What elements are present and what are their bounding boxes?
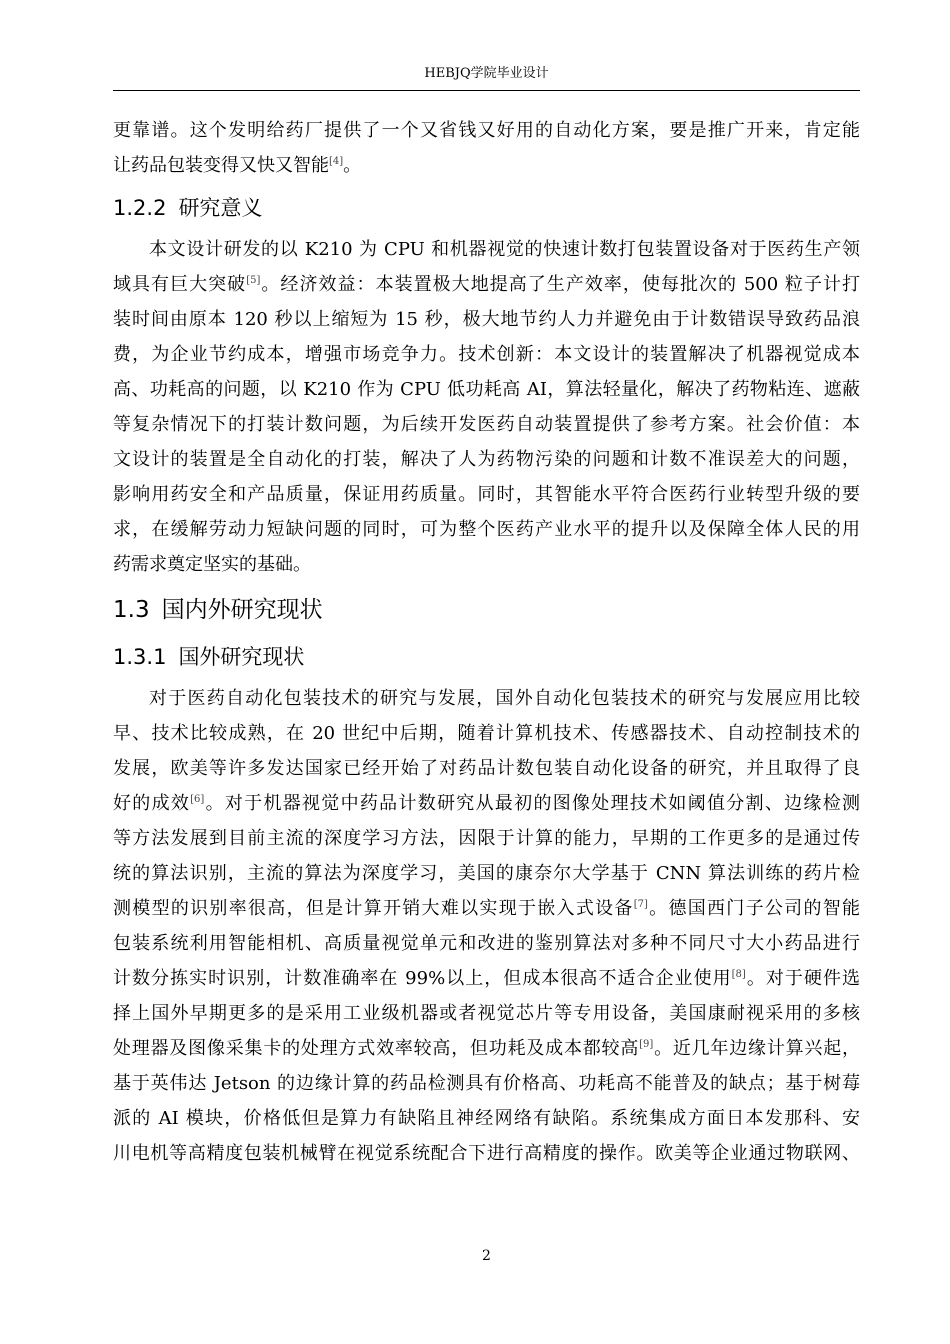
- text-line: [113, 786, 860, 821]
- text-line: [113, 926, 860, 961]
- text-line: [113, 821, 860, 856]
- text-line: [113, 891, 860, 926]
- text-run: 统的算法识别，主流的算法为深度学习，美国的康奈尔大学基于 CNN 算法训练的药片检: [113, 863, 860, 884]
- text-run: 文设计的装置是全自动化的打装，解决了人为药物污染的问题和计数不准误差大的问题，: [113, 449, 860, 470]
- text-line: [113, 442, 860, 477]
- text-run: 高、功耗高的问题，以 K210 作为 CPU 低功耗高 AI，算法轻量化，解决了药物粘连、遮蔽: [113, 379, 860, 400]
- text-run: 装时间由原本 120 秒以上缩短为 15 秒，极大地节约人力并避免由于计数错误导致药品浪: [113, 309, 860, 330]
- text-line: [113, 407, 860, 442]
- section-heading: [113, 588, 860, 632]
- text-run: 川电机等高精度包装机械臂在视觉系统配合下进行高精度的操作。欧美等企业通过物联网、: [113, 1143, 860, 1164]
- citation-superscript: [4]: [329, 156, 344, 167]
- text-line: [113, 148, 860, 183]
- heading-number: 1.3: [113, 597, 150, 623]
- text-line: [113, 716, 860, 751]
- text-run: 包装系统利用智能相机、高质量视觉单元和改进的鉴别算法对多种不同尺寸大小药品进行: [113, 933, 860, 954]
- text-line: [113, 1031, 860, 1066]
- heading-title: 研究意义: [178, 196, 263, 220]
- text-line: [113, 751, 860, 786]
- text-run: 影响用药安全和产品质量，保证用药质量。同时，其智能水平符合医药行业转型升级的要: [113, 484, 860, 505]
- text-line: [113, 512, 860, 547]
- text-run: 。: [343, 155, 362, 176]
- text-line: [113, 113, 860, 148]
- citation-superscript: [5]: [246, 275, 261, 286]
- text-line: [113, 372, 860, 407]
- citation-superscript: [9]: [639, 1039, 654, 1050]
- text-run: 。经济效益：本装置极大地提高了生产效率，使每批次的 500 粒子计打: [260, 274, 860, 295]
- text-run: 。德国西门子公司的智能: [647, 898, 860, 919]
- text-line: [113, 1101, 860, 1136]
- text-run: 等复杂情况下的打装计数问题，为后续开发医药自动装置提供了参考方案。社会价值：本: [113, 414, 860, 435]
- text-run: 好的成效: [113, 793, 191, 814]
- citation-superscript: [8]: [731, 969, 746, 980]
- page-number: 2: [482, 1248, 491, 1264]
- text-run: 本文设计研发的以 K210 为 CPU 和机器视觉的快速计数打包装置设备对于医药生产领: [149, 239, 860, 260]
- text-run: 基于英伟达 Jetson 的边缘计算的药品检测具有价格高、功耗高不能普及的缺点；基于树莓: [113, 1073, 860, 1094]
- page-header: HEBJQ学院毕业设计: [113, 64, 860, 91]
- text-run: 。对于机器视觉中药品计数研究从最初的图像处理技术如阈值分割、边缘检测: [204, 793, 860, 814]
- text-line: [113, 681, 860, 716]
- text-run: 。近几年边缘计算兴起，: [653, 1038, 860, 1059]
- text-run: 择上国外早期更多的是采用工业级机器或者视觉芯片等专用设备，美国康耐视采用的多核: [113, 1003, 860, 1024]
- text-line: [113, 337, 860, 372]
- text-run: 测模型的识别率很高，但是计算开销大难以实现于嵌入式设备: [113, 898, 634, 919]
- text-run: 派的 AI 模块，价格低但是算力有缺陷且神经网络有缺陷。系统集成方面日本发那科、安: [113, 1108, 860, 1129]
- text-run: 。对于硬件选: [745, 968, 860, 989]
- text-run: 域具有巨大突破: [113, 274, 247, 295]
- document-body: [113, 113, 860, 1171]
- text-line: [113, 547, 860, 582]
- text-line: [113, 856, 860, 891]
- heading-title: 国内外研究现状: [161, 597, 323, 623]
- text-run: 让药品包装变得又快又智能: [113, 155, 329, 176]
- subsection-heading: [113, 188, 860, 228]
- text-run: 早、技术比较成熟，在 20 世纪中后期，随着计算机技术、传感器技术、自动控制技术的: [113, 723, 860, 744]
- text-line: [113, 996, 860, 1031]
- text-run: 发展，欧美等许多发达国家已经开始了对药品计数包装自动化设备的研究，并且取得了良: [113, 758, 860, 779]
- citation-superscript: [6]: [190, 794, 205, 805]
- text-line: [113, 961, 860, 996]
- citation-superscript: [7]: [633, 899, 648, 910]
- text-line: [113, 477, 860, 512]
- text-run: 费，为企业节约成本，增强市场竞争力。技术创新：本文设计的装置解决了机器视觉成本: [113, 344, 860, 365]
- subsection-heading: [113, 637, 860, 677]
- heading-number: 1.3.1: [113, 645, 167, 669]
- heading-title: 国外研究现状: [178, 645, 305, 669]
- text-line: [113, 1136, 860, 1171]
- text-line: [113, 1066, 860, 1101]
- text-run: 等方法发展到目前主流的深度学习方法，因限于计算的能力，早期的工作更多的是通过传: [113, 828, 860, 849]
- text-run: 更靠谱。这个发明给药厂提供了一个又省钱又好用的自动化方案，要是推广开来，肯定能: [113, 120, 860, 141]
- text-line: [113, 302, 860, 337]
- text-run: 处理器及图像采集卡的处理方式效率较高，但功耗及成本都较高: [113, 1038, 640, 1059]
- heading-number: 1.2.2: [113, 196, 167, 220]
- text-run: 药需求奠定坚实的基础。: [113, 554, 311, 575]
- text-run: 求，在缓解劳动力短缺问题的同时，可为整个医药产业水平的提升以及保障全体人民的用: [113, 519, 860, 540]
- text-line: [113, 267, 860, 302]
- text-run: 对于医药自动化包装技术的研究与发展，国外自动化包装技术的研究与发展应用比较: [149, 688, 860, 709]
- text-line: [113, 232, 860, 267]
- text-run: 计数分拣实时识别，计数准确率在 99%以上，但成本很高不适合企业使用: [113, 968, 732, 989]
